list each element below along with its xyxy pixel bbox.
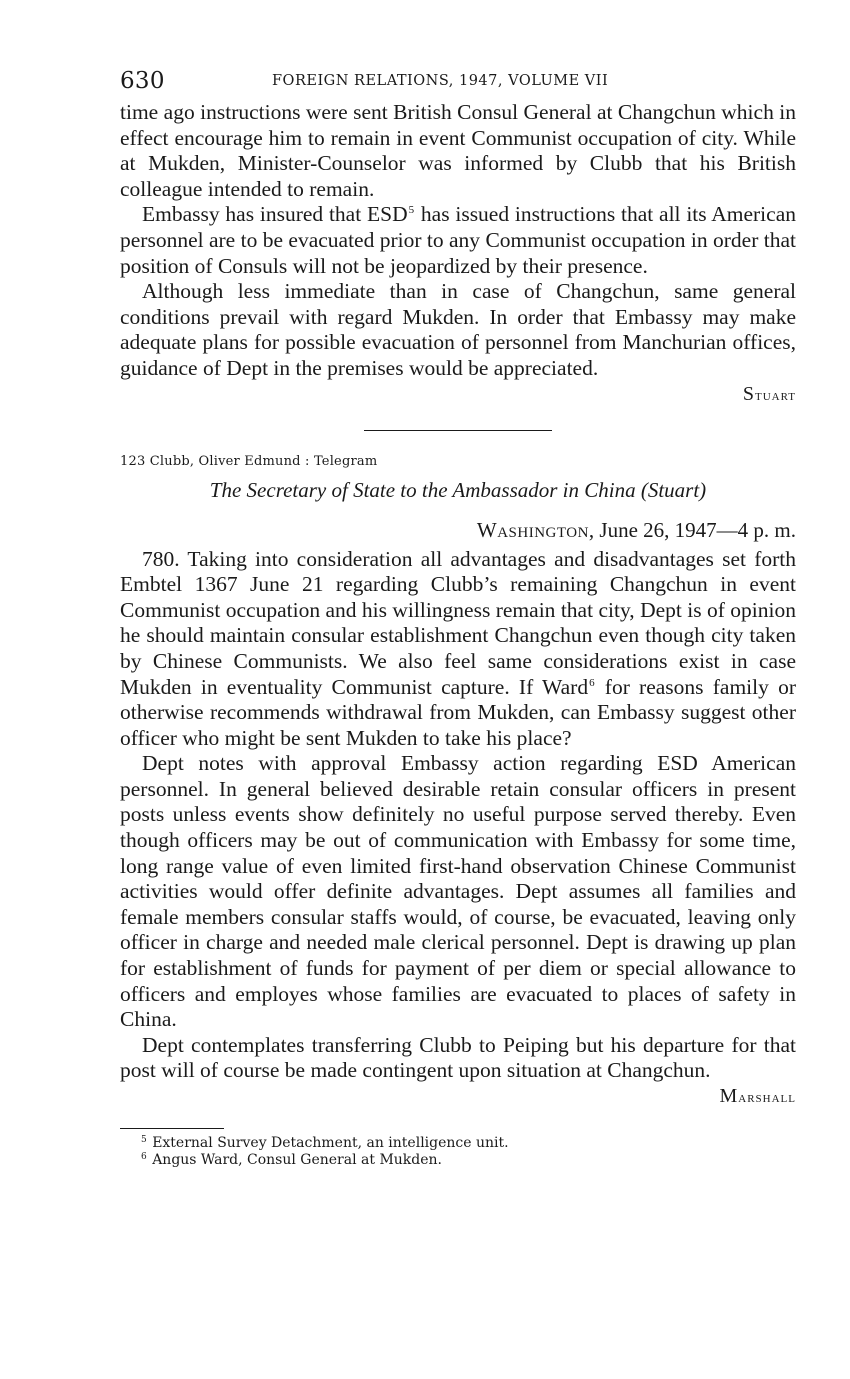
paragraph-text: for reasons family or otherwise recommends withdrawal from Mukden, can Embassy suggest other officer who might be sent Mukden to take his place?: [120, 674, 796, 750]
running-title: FOREIGN RELATIONS, 1947, VOLUME VII: [272, 73, 609, 89]
running-head: [120, 64, 796, 100]
signature-marshall: Marshall: [719, 1085, 796, 1107]
footnote-ref: 6: [589, 676, 595, 689]
paragraph-text: 780. Taking into consideration all advantages and disadvantages set forth Embtel 1367 June 21 regarding Clubb’s remaining Changchun in event Communist occupation and his willingness remain that city, Dept is of opinion he should maintain consular establishment Changchun even though city taken by Chinese Communists. We also feel same considerations exist in case Mukden in eventuality Communist capture. If Ward: [120, 546, 796, 699]
paragraph-text: has issued instructions that all its American personnel are to be evacuated prior to any Communist occupation in order that position of Consuls will not be jeopardized by their presence.: [120, 202, 796, 278]
document-page: [120, 64, 796, 1169]
paragraph: time ago instructions were sent British Consul General at Changchun which in effect encourage him to remain in event Communist occupation of city. While at Mukden, Minister-Counselor was informed by Clubb that his British colleague intended to remain.: [120, 100, 796, 201]
section-divider: [364, 430, 552, 431]
dateline: [120, 517, 796, 543]
paragraph: [120, 547, 796, 752]
footnote-divider: [120, 1128, 224, 1129]
paragraph: Although less immediate than in case of Changchun, same general conditions prevail with regard Mukden. In order that Embassy may make adequate plans for possible evacuation of personnel from Manchurian offices, guidance of Dept in the premises would be appreciated.: [120, 279, 796, 380]
footnote-ref: 5: [408, 204, 415, 217]
paragraph: Dept contemplates transferring Clubb to Peiping but his departure for that post will of course be made contingent upon situation at Changchun.: [120, 1032, 796, 1083]
footnote: $^5$ External Survey Detachment, an intelligence unit.: [141, 1135, 509, 1151]
dateline-place: Washington: [476, 517, 589, 542]
paragraph: Dept notes with approval Embassy action regarding ESD American personnel. In general believed desirable retain consular officers in present posts unless events show definitely no useful purpose served thereby. Even though officers may be out of communication with Embassy for some time, long range value of even limited first-hand observation Chinese Communist activities would offer definite advantages. Dept assumes all families and female members consular staffs would, of course, be evacuated, leaving only officer in charge and needed male clerical personnel. Dept is drawing up plan for establishment of funds for payment of per diem or special allowance to officers and employes whose families are evacuated to places of safety in China.: [120, 751, 796, 1032]
signature-stuart: Stuart: [742, 382, 796, 405]
section-telegram-780: [120, 547, 796, 1084]
file-reference: 123 Clubb, Oliver Edmund : Telegram: [120, 453, 378, 469]
dateline-date: , June 26, 1947—4 p. m.: [588, 517, 796, 542]
page-number: 630: [120, 68, 165, 94]
paragraph-text: Embassy has insured that ESD: [142, 202, 408, 227]
document-heading: The Secretary of State to the Ambassador in China (Stuart): [209, 477, 707, 502]
paragraph: [120, 202, 796, 279]
footnote: $^6$ Angus Ward, Consul General at Mukden.: [141, 1152, 442, 1168]
section-previous-telegram: [120, 100, 796, 382]
